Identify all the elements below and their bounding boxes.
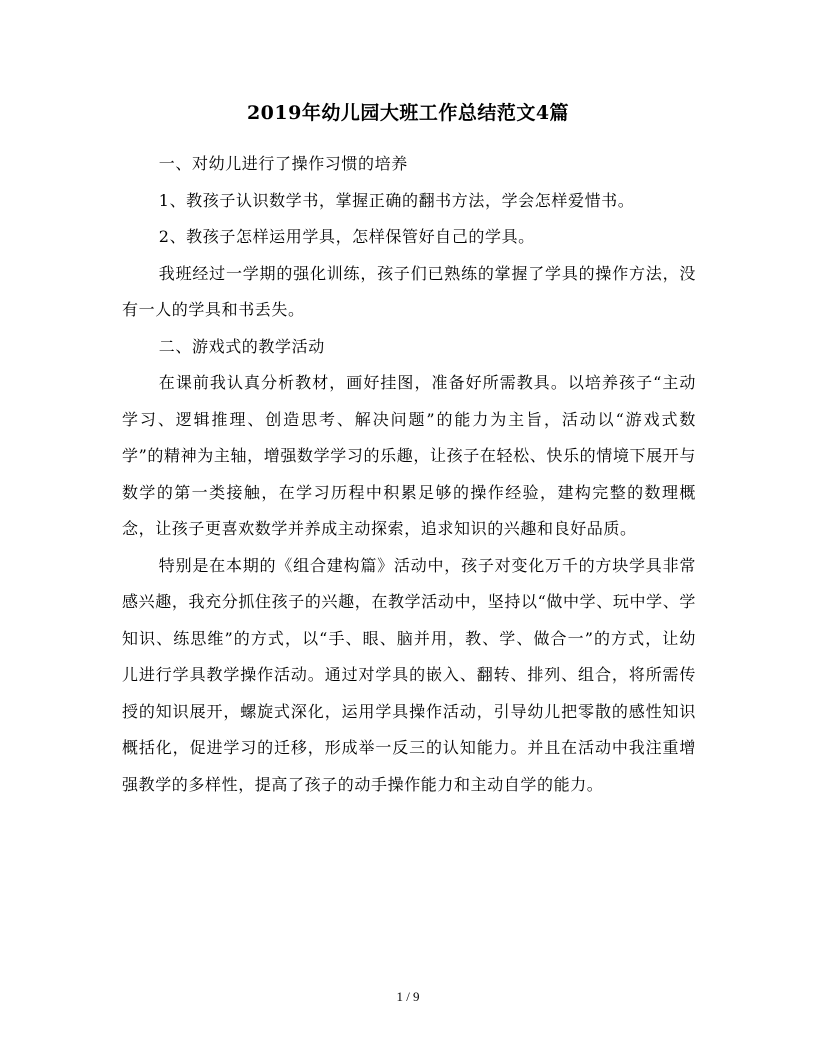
body-paragraph-3: 特别是在本期的《组合建构篇》活动中，孩子对变化万千的方块学具非常感兴趣，我充分抓住孩子的兴趣，在教学活动中，坚持以“做中学、玩中学、学知识、练思维”的方式，以“手、眼、脑并用，教、学、做合一”的方式，让幼儿进行学具教学操作活动。通过对学具的嵌入、翻转、排列、组合，将所需传授的知识展开，螺旋式深化，运用学具操作活动，引导幼儿把零散的感性知识概括化，促进学习的迁移，形成举一反三的认知能力。并且在活动中我注重增强教学的多样性，提高了孩子的动手操作能力和主动自学的能力。 [122, 555, 696, 794]
list-item-1: 1、教孩子认识数学书，掌握正确的翻书方法，学会怎样爱惜书。 [158, 190, 635, 210]
document-title: 2019年幼儿园大班工作总结范文4篇 [246, 102, 570, 124]
section-heading-1: 一、对幼儿进行了操作习惯的培养 [158, 154, 408, 173]
list-item-2: 2、教孩子怎样运用学具，怎样保管好自己的学具。 [158, 227, 535, 246]
document-body [122, 146, 696, 803]
section-heading-2: 二、游戏式的教学活动 [158, 336, 325, 356]
page-number: 1 / 9 [396, 989, 420, 1004]
body-paragraph-2: 在课前我认真分析教材，画好挂图，准备好所需教具。以培养孩子“主动学习、逻辑推理、创造思考、解决问题”的能力为主旨，活动以“游戏式数学”的精神为主轴，增强数学学习的乐趣，让孩子在轻松、快乐的情境下展开与数学的第一类接触，在学习历程中积累足够的操作经验，建构完整的数理概念，让孩子更喜欢数学并养成主动探索，追求知识的兴趣和良好品质。 [122, 373, 696, 538]
body-paragraph-1: 我班经过一学期的强化训练，孩子们已熟练的掌握了学具的操作方法，没有一人的学具和书丢失。 [122, 263, 696, 319]
